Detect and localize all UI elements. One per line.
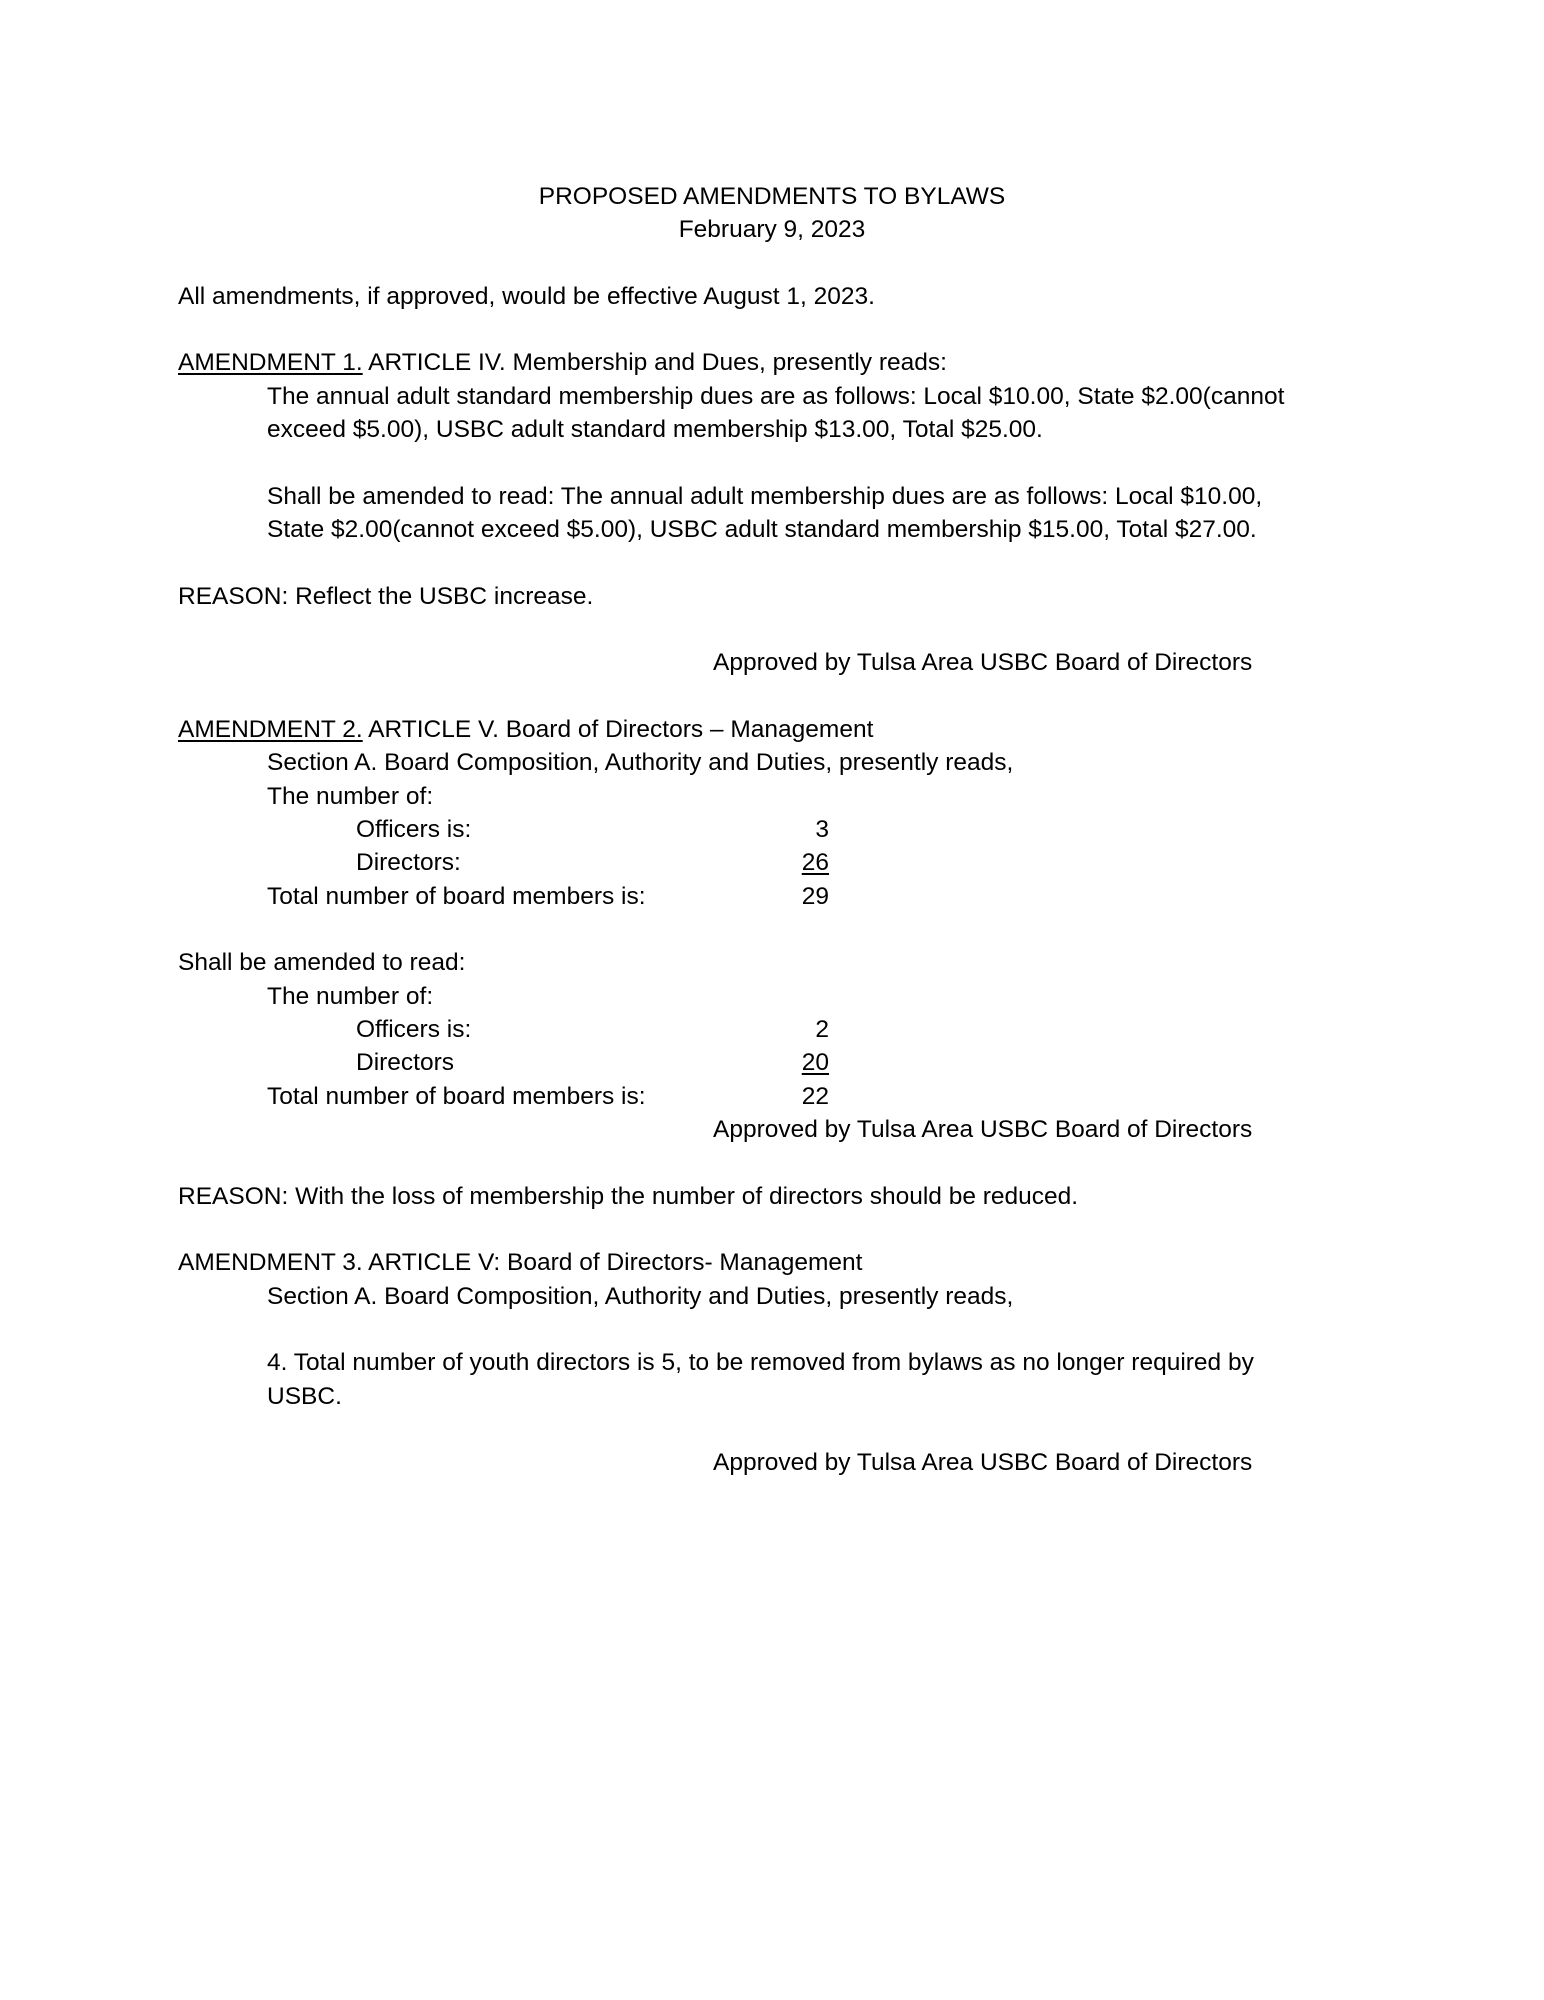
intro-text: All amendments, if approved, would be effective August 1, 2023. [178, 283, 875, 310]
current-total-label: Total number of board members is: [267, 883, 646, 910]
amendment2-label: AMENDMENT 2. [178, 716, 363, 743]
current-officers-value: 3 [815, 816, 829, 843]
amendment1-approval: Approved by Tulsa Area USBC Board of Directors [713, 649, 1253, 676]
amendment1-current-line2: exceed $5.00), USBC adult standard membership $13.00, Total $25.00. [267, 416, 1043, 443]
amended-total-label: Total number of board members is: [267, 1083, 646, 1110]
document-title: PROPOSED AMENDMENTS TO BYLAWS [538, 183, 1006, 210]
current-directors-value: 26 [801, 849, 829, 876]
amendment2-article: ARTICLE V. Board of Directors – Management [368, 716, 874, 743]
amendment1-article: ARTICLE IV. Membership and Dues, presently reads: [368, 349, 947, 376]
amendment3-approval: Approved by Tulsa Area USBC Board of Directors [713, 1449, 1253, 1476]
amendment2-heading [178, 713, 873, 747]
amendment2-approval: Approved by Tulsa Area USBC Board of Directors [713, 1116, 1253, 1143]
document-date: February 9, 2023 [678, 216, 866, 243]
amendment1-current-line1: The annual adult standard membership dues are as follows: Local $10.00, State $2.00(cannot [267, 383, 1285, 410]
amendment1-label: AMENDMENT 1. [178, 349, 363, 376]
amendment2-number-of: The number of: [267, 783, 434, 810]
current-total-value: 29 [801, 883, 829, 910]
amendment2-amended-number-of: The number of: [267, 983, 434, 1010]
amendment3-section: Section A. Board Composition, Authority and Duties, presently reads, [267, 1283, 1014, 1310]
amendment2-amended-intro: Shall be amended to read: [178, 949, 466, 976]
amended-total-value: 22 [801, 1083, 829, 1110]
current-officers-label: Officers is: [356, 816, 472, 843]
amended-directors-label: Directors [356, 1049, 455, 1076]
amendment2-section: Section A. Board Composition, Authority and Duties, presently reads, [267, 749, 1014, 776]
amendment2-reason: REASON: With the loss of membership the number of directors should be reduced. [178, 1183, 1079, 1210]
amendment1-heading [178, 346, 947, 380]
amended-officers-value: 2 [815, 1016, 829, 1043]
amended-directors-value: 20 [801, 1049, 829, 1076]
amendment1-amended-line1: Shall be amended to read: The annual adult membership dues are as follows: Local $10.00, [267, 483, 1263, 510]
amendment1-reason: REASON: Reflect the USBC increase. [178, 583, 594, 610]
amended-officers-label: Officers is: [356, 1016, 472, 1043]
amendment3-item-line2: USBC. [267, 1383, 342, 1410]
current-directors-label: Directors: [356, 849, 461, 876]
amendment3-heading: AMENDMENT 3. ARTICLE V: Board of Directors- Management [178, 1249, 863, 1276]
amendment3-item-line1: 4. Total number of youth directors is 5, to be removed from bylaws as no longer required by [267, 1349, 1254, 1376]
amendment1-amended-line2: State $2.00(cannot exceed $5.00), USBC adult standard membership $15.00, Total $27.00. [267, 516, 1257, 543]
